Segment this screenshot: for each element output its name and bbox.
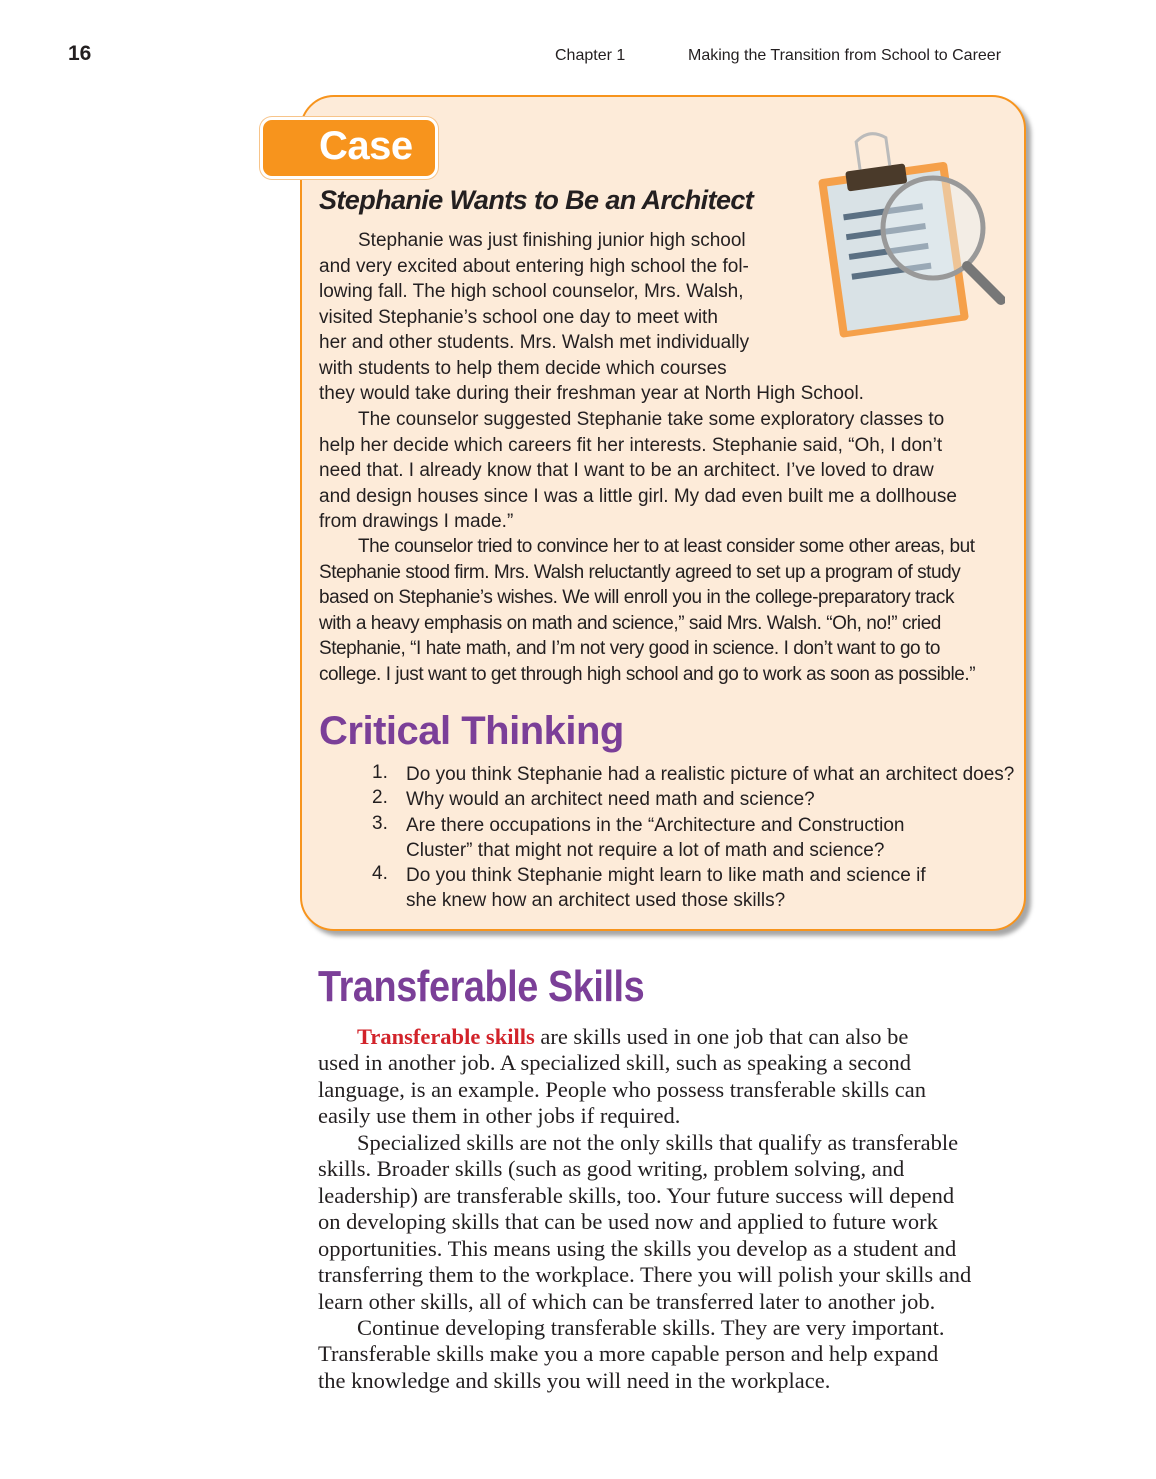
- text-line: college. I just want to get through high school and go to work as soon as possible.”: [319, 663, 976, 685]
- body-line: Specialized skills are not the only skills that qualify as transferable: [357, 1129, 959, 1155]
- question-item: [372, 787, 1014, 812]
- body-line: language, is an example. People who possess transferable skills can: [318, 1076, 926, 1102]
- question-text: [406, 813, 1014, 864]
- chapter-label: Chapter 1: [555, 47, 626, 64]
- section-heading: Transferable Skills: [318, 962, 645, 1011]
- critical-thinking-list: [372, 762, 1014, 914]
- question-item: [372, 813, 1014, 864]
- text-line: Why would an architect need math and science?: [406, 789, 815, 811]
- text-line: The counselor tried to convince her to at least consider some other areas, but: [358, 536, 975, 557]
- case-paragraph: [319, 407, 957, 535]
- text-line: Do you think Stephanie might learn to like math and science if: [406, 865, 926, 887]
- critical-thinking-heading: Critical Thinking: [319, 709, 624, 753]
- text-line: lowing fall. The high school counselor, Mrs. Walsh,: [319, 281, 744, 303]
- text-line: Do you think Stephanie had a realistic picture of what an architect does?: [406, 764, 1015, 785]
- running-title: Making the Transition from School to Career: [688, 47, 1002, 64]
- body-line: transferring them to the workplace. There you will polish your skills and: [318, 1262, 972, 1288]
- text-line: with students to help them decide which courses: [319, 357, 727, 379]
- body-line: Continue developing transferable skills. They are very important.: [357, 1314, 945, 1340]
- body-line: used in another job. A specialized skill, such as speaking a second: [318, 1050, 911, 1076]
- body-line: learn other skills, all of which can be transferred later to another job.: [318, 1288, 936, 1314]
- case-tab: [260, 117, 438, 179]
- section-body: [318, 1024, 971, 1394]
- body-line: [318, 1024, 971, 1050]
- question-text: [406, 863, 1014, 914]
- body-text: are skills used in one job that can also be: [534, 1024, 909, 1049]
- text-line: visited Stephanie’s school one day to meet with: [319, 306, 718, 328]
- text-line: Stephanie was just finishing junior high school: [358, 230, 746, 251]
- question-number: 4.: [372, 863, 388, 885]
- body-line: leadership) are transferable skills, too. Your future success will depend: [318, 1182, 955, 1208]
- text-line: Are there occupations in the “Architecture and Construction: [406, 814, 905, 836]
- text-line: with a heavy emphasis on math and science,” said Mrs. Walsh. “Oh, no!” cried: [319, 612, 941, 634]
- text-line: Stephanie stood firm. Mrs. Walsh reluctantly agreed to set up a program of study: [319, 561, 961, 583]
- question-item: [372, 863, 1014, 914]
- page-number: 16: [68, 42, 92, 65]
- text-line: need that. I already know that I want to be an architect. I’ve loved to draw: [319, 460, 934, 482]
- case-tab-label: Case: [319, 124, 413, 168]
- text-line: her and other students. Mrs. Walsh met individually: [319, 332, 750, 354]
- text-line: The counselor suggested Stephanie take some exploratory classes to: [358, 409, 945, 430]
- text-line: help her decide which careers fit her interests. Stephanie said, “Oh, I don’t: [319, 434, 943, 456]
- case-paragraph: [319, 534, 975, 687]
- body-line: easily use them in other jobs if required.: [318, 1103, 681, 1129]
- question-item: [372, 762, 1014, 787]
- question-text: [406, 762, 1014, 787]
- text-line: and design houses since I was a little girl. My dad even built me a dollhouse: [319, 485, 957, 507]
- body-line: Transferable skills make you a more capable person and help expand: [318, 1341, 939, 1367]
- case-title: Stephanie Wants to Be an Architect: [319, 185, 754, 215]
- text-line: they would take during their freshman year at North High School.: [319, 383, 864, 405]
- question-number: 1.: [372, 762, 388, 783]
- body-line: opportunities. This means using the skills you develop as a student and: [318, 1235, 957, 1261]
- body-line: the knowledge and skills you will need in the workplace.: [318, 1367, 831, 1393]
- key-term: Transferable skills: [357, 1024, 535, 1049]
- text-line: she knew how an architect used those skills?: [406, 890, 786, 912]
- question-number: 2.: [372, 787, 388, 809]
- body-line: on developing skills that can be used now and applied to future work: [318, 1209, 938, 1235]
- text-line: and very excited about entering high school the fol-: [319, 255, 749, 277]
- text-line: based on Stephanie’s wishes. We will enroll you in the college-preparatory track: [319, 587, 954, 609]
- text-line: from drawings I made.”: [319, 511, 514, 533]
- text-line: Stephanie, “I hate math, and I’m not very good in science. I don’t want to go to: [319, 638, 940, 660]
- body-line: skills. Broader skills (such as good writing, problem solving, and: [318, 1156, 905, 1182]
- case-paragraph: [319, 228, 864, 407]
- question-number: 3.: [372, 812, 388, 834]
- question-text: [406, 787, 1014, 812]
- text-line: Cluster” that might not require a lot of math and science?: [406, 839, 885, 861]
